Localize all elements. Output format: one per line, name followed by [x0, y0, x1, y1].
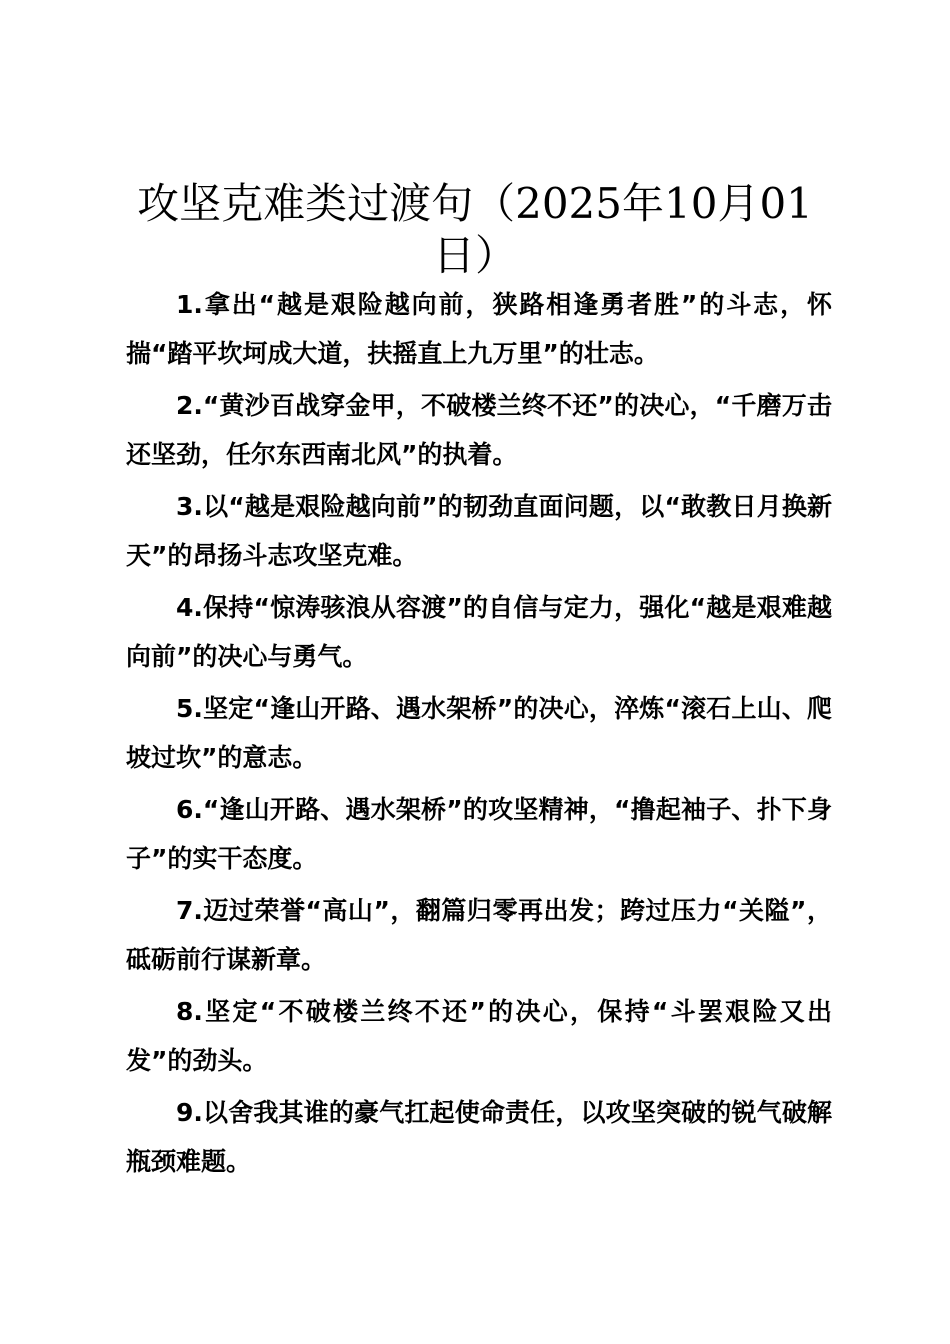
document-title: 攻坚克难类过渡句（2025年10月01日）	[137, 179, 813, 280]
list-item: 1.拿出“越是艰险越向前，狭路相逢勇者胜”的斗志，怀揣“踏平坎坷成大道，扶摇直上九万里”的壮志。	[126, 290, 832, 368]
list-item: 2.“黄沙百战穿金甲，不破楼兰终不还”的决心，“千磨万击还坚劲，任尔东西南北风”的执着。	[126, 391, 832, 469]
sentence-list	[126, 280, 832, 1189]
list-item: 6.“逢山开路、遇水架桥”的攻坚精神，“撸起袖子、扑下身子”的实干态度。	[126, 795, 832, 873]
list-item: 8.坚定“不破楼兰终不还”的决心，保持“斗罢艰险又出发”的劲头。	[126, 997, 832, 1075]
list-item: 9.以舍我其谁的豪气扛起使命责任，以攻坚突破的锐气破解瓶颈难题。	[126, 1098, 832, 1176]
list-item: 3.以“越是艰险越向前”的韧劲直面问题，以“敢教日月换新天”的昂扬斗志攻坚克难。	[126, 492, 832, 570]
list-item: 7.迈过荣誉“高山”，翻篇归零再出发；跨过压力“关隘”，砥砺前行谋新章。	[126, 896, 832, 974]
list-item: 5.坚定“逢山开路、遇水架桥”的决心，淬炼“滚石上山、爬坡过坎”的意志。	[126, 694, 832, 772]
list-item: 4.保持“惊涛骇浪从容渡”的自信与定力，强化“越是艰难越向前”的决心与勇气。	[126, 593, 832, 671]
